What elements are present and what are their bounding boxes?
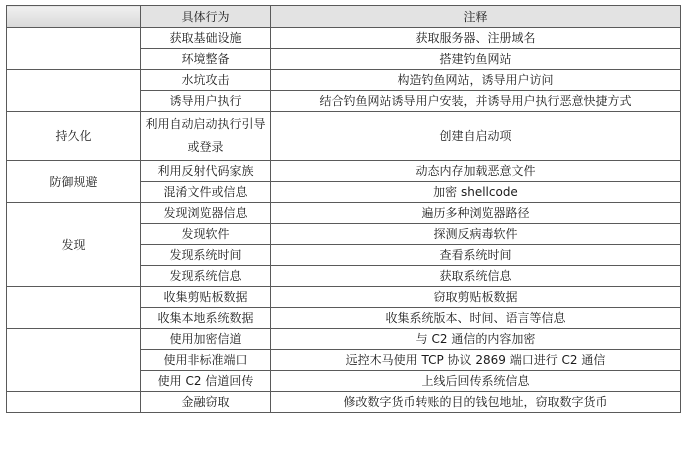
- behavior-cell: 发现系统信息: [141, 266, 271, 287]
- behavior-cell: 环境整备: [141, 49, 271, 70]
- note-cell: 收集系统版本、时间、语言等信息: [271, 308, 681, 329]
- table-row: [7, 70, 681, 91]
- note-cell: 搭建钓鱼网站: [271, 49, 681, 70]
- attack-behavior-table-container: [6, 5, 680, 413]
- note-cell: 探测反病毒软件: [271, 224, 681, 245]
- tactic-cell: [7, 329, 141, 392]
- note-cell: 与 C2 通信的内容加密: [271, 329, 681, 350]
- behavior-cell: 收集本地系统数据: [141, 308, 271, 329]
- table-header-row: [7, 6, 681, 28]
- table-row: [7, 287, 681, 308]
- table-row: [7, 161, 681, 182]
- note-cell: 动态内存加载恶意文件: [271, 161, 681, 182]
- behavior-cell: 发现软件: [141, 224, 271, 245]
- behavior-cell: 使用非标准端口: [141, 350, 271, 371]
- tactic-cell: 发现: [7, 203, 141, 287]
- behavior-cell: 使用加密信道: [141, 329, 271, 350]
- note-cell: 创建自启动项: [271, 112, 681, 161]
- table-row: [7, 203, 681, 224]
- header-tactic: [7, 6, 141, 28]
- note-cell: 获取服务器、注册域名: [271, 28, 681, 49]
- note-cell: 查看系统时间: [271, 245, 681, 266]
- note-cell: 修改数字货币转账的目的钱包地址，窃取数字货币: [271, 392, 681, 413]
- table-row: [7, 112, 681, 161]
- behavior-cell: 利用自动启动执行引导或登录: [141, 112, 271, 161]
- table-row: [7, 329, 681, 350]
- behavior-cell: 混淆文件或信息: [141, 182, 271, 203]
- tactic-cell: [7, 392, 141, 413]
- header-note: 注释: [271, 6, 681, 28]
- behavior-cell: 水坑攻击: [141, 70, 271, 91]
- behavior-cell: 金融窃取: [141, 392, 271, 413]
- tactic-cell: [7, 70, 141, 112]
- behavior-cell: 获取基础设施: [141, 28, 271, 49]
- table-row: [7, 28, 681, 49]
- header-behavior: 具体行为: [141, 6, 271, 28]
- tactic-cell: 防御规避: [7, 161, 141, 203]
- behavior-cell: 使用 C2 信道回传: [141, 371, 271, 392]
- note-cell: 结合钓鱼网站诱导用户安装，并诱导用户执行恶意快捷方式: [271, 91, 681, 112]
- attack-behavior-table: [6, 5, 681, 413]
- behavior-cell: 收集剪贴板数据: [141, 287, 271, 308]
- tactic-cell: [7, 28, 141, 70]
- note-cell: 遍历多种浏览器路径: [271, 203, 681, 224]
- note-cell: 构造钓鱼网站，诱导用户访问: [271, 70, 681, 91]
- note-cell: 获取系统信息: [271, 266, 681, 287]
- behavior-cell: 发现系统时间: [141, 245, 271, 266]
- behavior-cell: 发现浏览器信息: [141, 203, 271, 224]
- tactic-cell: 持久化: [7, 112, 141, 161]
- table-row: [7, 392, 681, 413]
- note-cell: 加密 shellcode: [271, 182, 681, 203]
- behavior-cell: 利用反射代码家族: [141, 161, 271, 182]
- note-cell: 远控木马使用 TCP 协议 2869 端口进行 C2 通信: [271, 350, 681, 371]
- tactic-cell: [7, 287, 141, 329]
- behavior-cell: 诱导用户执行: [141, 91, 271, 112]
- note-cell: 窃取剪贴板数据: [271, 287, 681, 308]
- note-cell: 上线后回传系统信息: [271, 371, 681, 392]
